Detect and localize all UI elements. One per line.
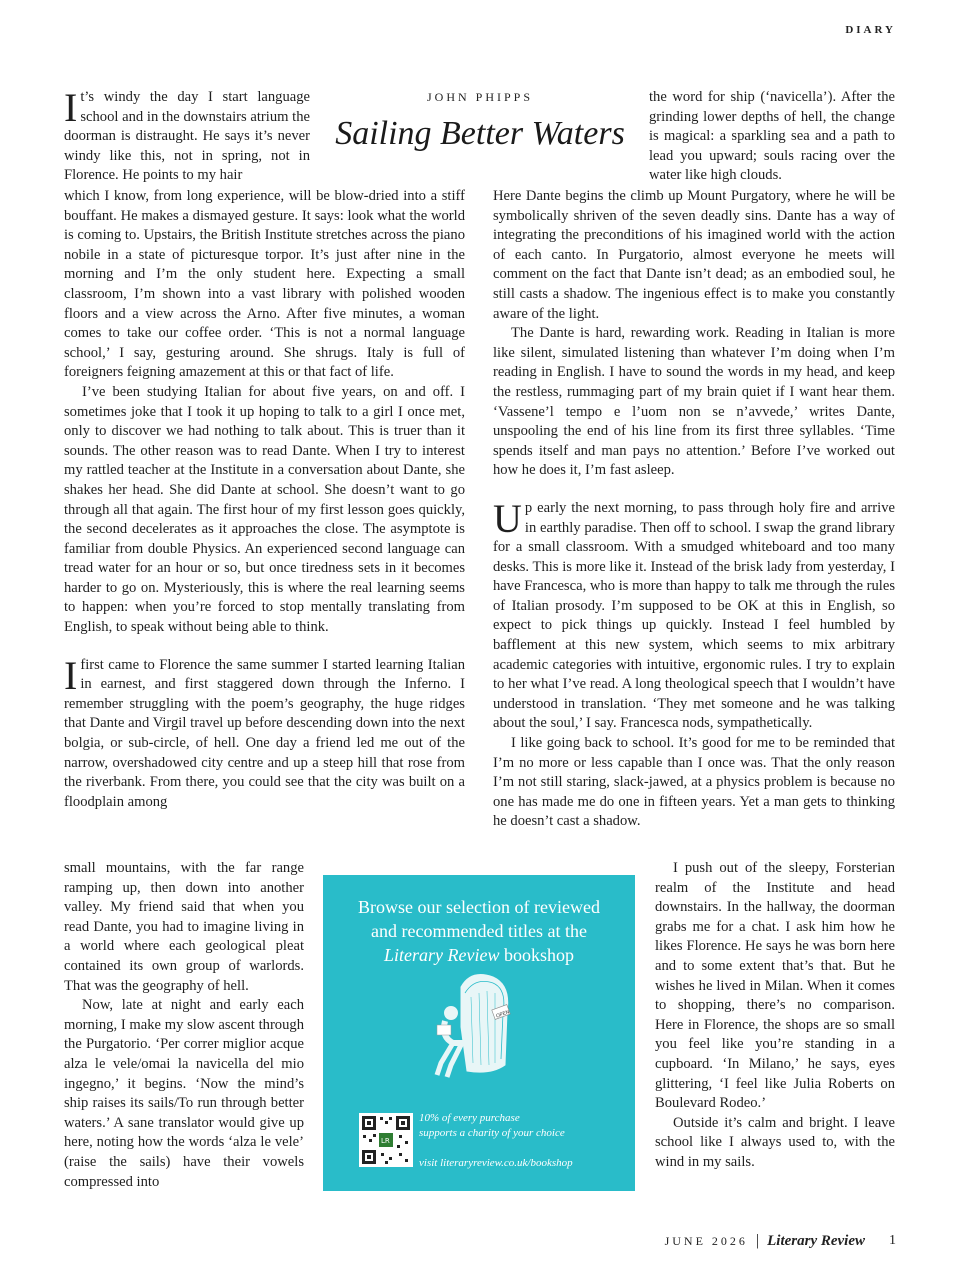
drop-cap: I xyxy=(64,85,78,130)
col1-intro xyxy=(64,85,310,186)
paragraph: Now, late at night and early each morning, I make my slow ascent through the Purgatorio. ‘Per correr miglior acque alza le vele/omai la navicella del mio ingegno,’ it begins. ‘Now the mind’s ship raises its sails/To run through better waters.’ A sane translator would give up here, noting how the words ‘alza le vele’ (raise the sails) have their vowels compressed into xyxy=(64,997,304,1190)
paragraph: Here Dante begins the climb up Mount Purgatory, where he will be symbolically shriven of the seven deadly sins. Dante has a way of integrating the preconditions of his imagined world with the action of each canto. In Purgatorio, almost everyone he meets will comment on the fact that Dante isn’t dead; as an embodied soul, he still casts a shadow. The ingenious effect is to make you constantly aware of the light. xyxy=(493,188,895,322)
svg-text:OPEN: OPEN xyxy=(495,1009,511,1020)
paragraph: which I know, from long experience, will be blow-dried into a stiff bouffant. He makes a dismayed gesture. It says: look what the world is coming to. Upstairs, the British Institute stretches across the piano nobile in a state of picturesque torpor. It’s just after nine in the morning and I’m the only student here. Expecting a small classroom, I’m shown into a vast library with polished wooden floors and a view across the Arno. After five minutes, a woman comes to take our coffee order. ‘This is not a normal language school,’ I say, gesturing around. She shrugs. Italy is full of foreigners feigning amazement at this or that fact of life. xyxy=(64,188,465,381)
drop-cap: U xyxy=(493,495,522,541)
charity-note: 10% of every purchase supports a charity of your choice xyxy=(419,1112,565,1139)
reader-in-armchair-icon xyxy=(431,967,531,1092)
article-title: Sailing Better Waters xyxy=(335,115,625,152)
paragraph: I like going back to school. It’s good for me to be reminded that I’m no more or less capable than I once was. That the only reason I’m not still staring, slack-jawed, at a physics problem is because no one has made me do one in fifteen years. Yet a man gets to thinking he doesn’t cast a shadow. xyxy=(493,735,895,830)
paragraph: p early the next morning, to pass through holy fire and arrive in earthly paradise. Then off to school. I swap the grand library for a small classroom. With a smudged whiteboard and too many desks. This is more like it. Instead of the brisk lady from yesterday, I have Francesca, who is more than happy to talk me through the rules of Italian prosody. I’m supposed to be OK at this in English, so expect to pick things up quickly. Instead I feel humbled by bafflement at this new system, which seems to mix arbitrary academic categories with intuitive, ergonomic rules. I try to explain to her what I’ve read. A long theological speech that I wouldn’t have understood in translation. ‘They met someone and he was talking about the soul,’ I say. Francesca nods, sympathetically. xyxy=(493,499,895,732)
paragraph: first came to Florence the same summer I started learning Italian in earnest, and first staggered down through the Inferno. I remember struggling with the poem’s geography, the huge ridges that Dante and Virgil travel up before descending down into the next bolgia, or sub-circle, of hell. One day a friend led me out of the narrow, overshadowed city centre and up a steep hill that rose from the riverbank. From there, you could see that the city was built on a floodplain among xyxy=(64,656,465,810)
footer-separator: | xyxy=(755,1232,760,1249)
bookshop-ad[interactable] xyxy=(323,875,635,1191)
byline: JOHN PHIPPS xyxy=(426,90,534,104)
issue-date: JUNE 2026 xyxy=(664,1233,748,1248)
bookshop-link[interactable]: visit literaryreview.co.uk/bookshop xyxy=(419,1157,573,1169)
page-number: 1 xyxy=(889,1233,896,1248)
col2-intro xyxy=(649,88,895,186)
col1-body xyxy=(64,187,465,812)
col2-body xyxy=(493,187,895,832)
svg-text:LR: LR xyxy=(381,1137,390,1145)
ad-headline: Browse our selection of reviewed and recommended titles at the Literary Review bookshop xyxy=(358,897,600,965)
magazine-name: Literary Review xyxy=(767,1232,865,1249)
paragraph: I push out of the sleepy, Forsterian realm of the Institute and head downstairs. In the hallway, the doorman grabs me for a chat. I ask him how he likes Florence. He says he was born here and to some extent that’s that. But he wishes he lived in Milan. When it comes to shopping, there’s no comparison. Here in Florence, the shops are so small you feel like you’re standing in a cupboard. ‘In Milano,’ he says, eyes glittering, ‘I feel like Julia Roberts on Boulevard Rodeo.’ xyxy=(655,860,895,1112)
paragraph: t’s windy the day I start language school and in the downstairs atrium the doorman is distraught. He says it’s never windy like this, not in spring, not in Florence. He points to my hair xyxy=(64,89,310,184)
col2-bottom xyxy=(655,859,895,1173)
paragraph: Outside it’s calm and bright. I leave school like I always used to, with the wind in my sails. xyxy=(655,1114,895,1170)
section-label: DIARY xyxy=(845,24,896,36)
col1-bottom xyxy=(64,859,304,1192)
qr-code[interactable] xyxy=(359,1113,413,1167)
paragraph: small mountains, with the far range ramping up, then down into another valley. My friend said that when you read Dante, you had to imagine living in a world where each geological pleat contained its own group of warlords. That was the geography of hell. xyxy=(64,860,304,994)
paragraph: the word for ship (‘navicella’). After the grinding lower depths of hell, the change is magical: a sparkling sea and a path to lead you upward; souls racing over the water like high clouds. xyxy=(649,89,895,184)
paragraph: The Dante is hard, rewarding work. Reading in Italian is more like silent, simulated listening than whatever I’m doing when I’m reading in English. I have to sound the words in my head, and keep the restless, rummaging part of my brain quiet if I want hear them. ‘Vassene’l tempo e l’uom non se n’avvede,’ writes Dante, unspooling the end of his line from its first three syllables. ‘Time spends itself and man pays no attention.’ Before I’ve worked out how he does it, I’m fast asleep. xyxy=(493,325,895,479)
paragraph: I’ve been studying Italian for about five years, on and off. I sometimes joke that I took it up hoping to talk to a girl I once met, only to discover we had nothing to talk about. This is truer than it sounds. The other reason was to read Dante. When I try to interest my rattled teacher at the Institute in a conversation about Dante, she shakes her head. She did Dante at school. She doesn’t want to go through all that again. The first hour of my first lesson goes quickly, the second decelerates as it approaches the close. The asymptote is familiar from double Physics. An experienced second language can tread water for an hour or so, but once tiredness sets in it becomes harder to go on. Mysteriously, this is where the real learning seems to happen: when you’re forced to stop mentally translating from English, to speak without being able to think. xyxy=(64,383,465,636)
page-footer xyxy=(665,1232,896,1250)
drop-cap: I xyxy=(64,652,78,698)
